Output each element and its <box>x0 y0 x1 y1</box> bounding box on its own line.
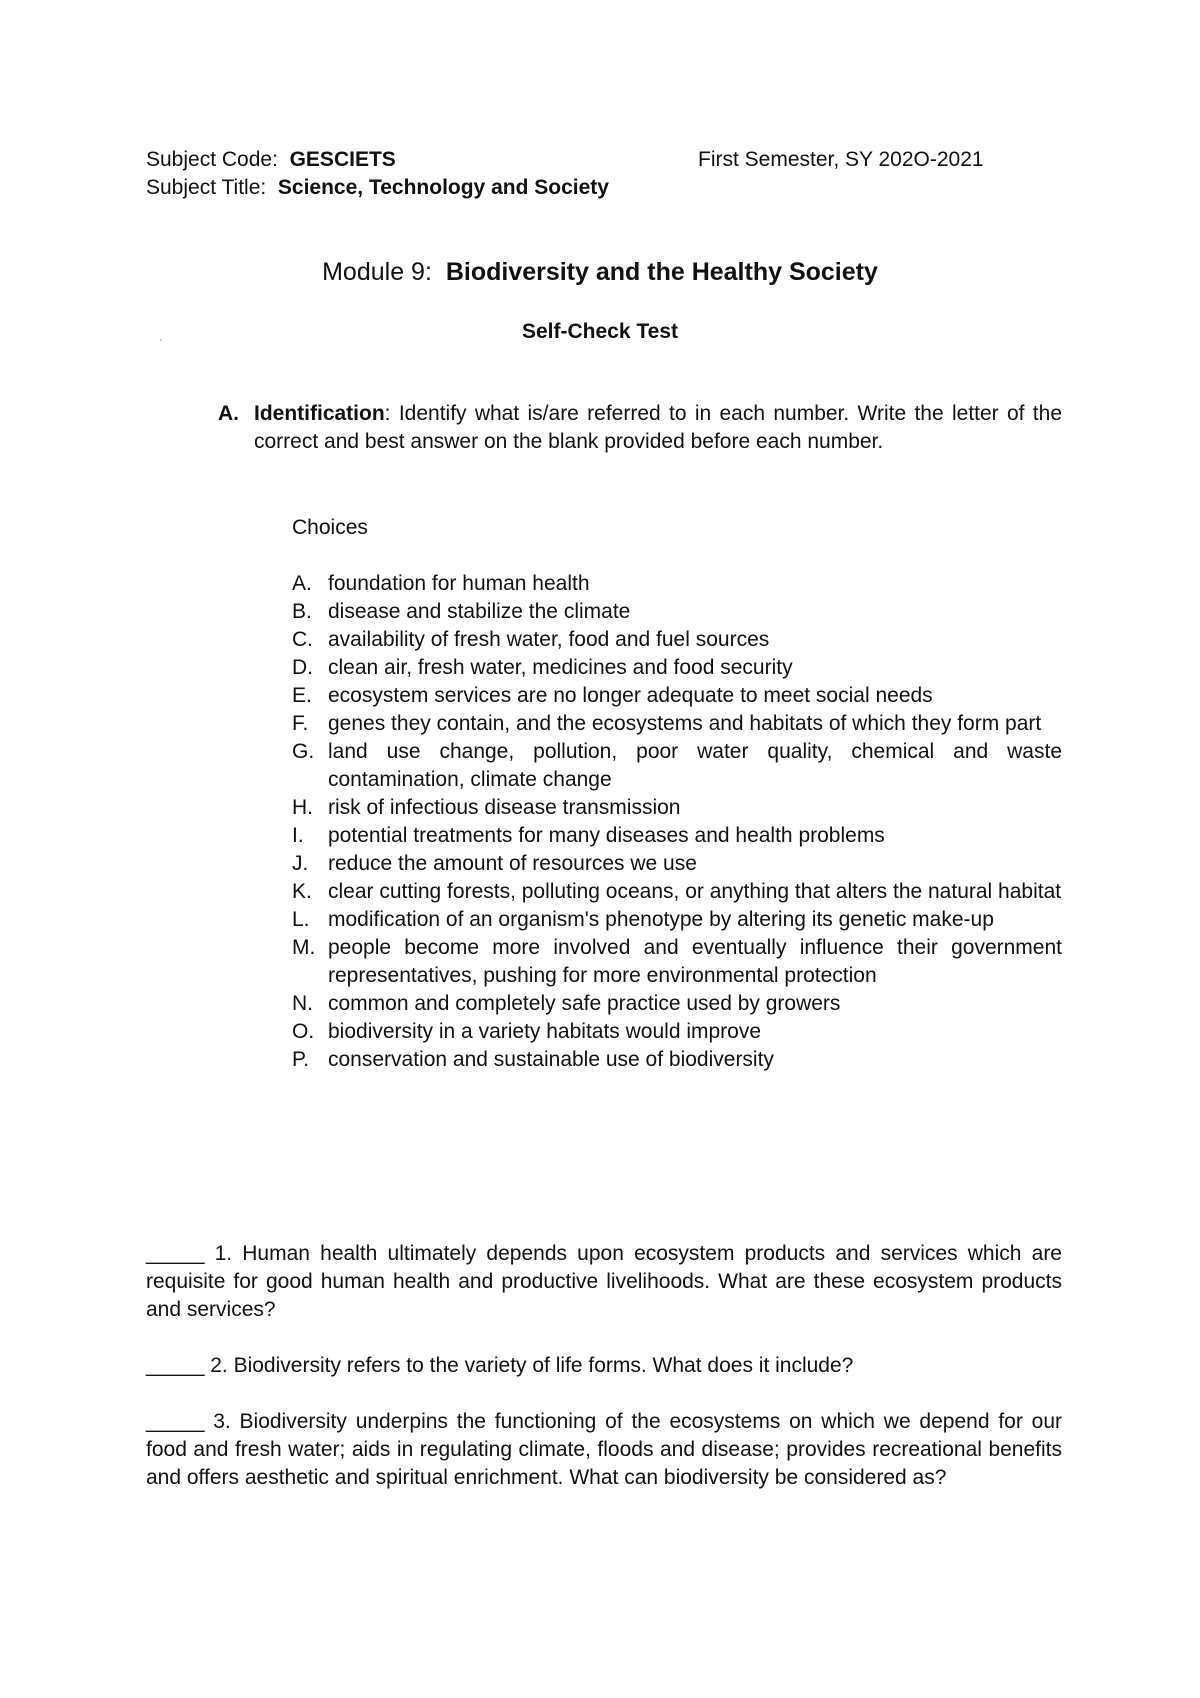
choice-item <box>292 682 1062 710</box>
module-prefix: Module 9: <box>322 258 432 286</box>
choices-list <box>292 570 1062 1074</box>
choice-letter: D. <box>292 656 313 679</box>
choice-item <box>292 710 1062 738</box>
choice-letter: F. <box>292 712 309 735</box>
choice-item <box>292 626 1062 654</box>
choice-item <box>292 878 1062 906</box>
choice-item <box>292 1046 1062 1074</box>
choice-letter: G. <box>292 740 315 763</box>
choice-text: clean air, fresh water, medicines and food security <box>328 656 793 679</box>
choice-text: modification of an organism's phenotype by altering its genetic make-up <box>328 908 994 931</box>
choice-item <box>292 822 1062 850</box>
choice-letter: O. <box>292 1020 315 1043</box>
subject-code-value: GESCIETS <box>289 148 396 171</box>
subject-code-line <box>146 146 396 174</box>
choice-letter: L. <box>292 908 310 931</box>
subject-title-value: Science, Technology and Society <box>277 176 609 199</box>
choice-letter: B. <box>292 600 312 623</box>
choice-item <box>292 654 1062 682</box>
choice-item <box>292 906 1062 934</box>
choice-text: reduce the amount of resources we use <box>328 852 697 875</box>
choice-letter: J. <box>292 852 309 875</box>
subject-title-label: Subject Title: <box>146 176 267 199</box>
choice-letter: E. <box>292 684 312 707</box>
choice-text: common and completely safe practice used by growers <box>328 992 841 1015</box>
choice-item <box>292 794 1062 822</box>
choice-item <box>292 738 1062 794</box>
choice-text: people become more involved and eventually influence their government representatives, pushing for more environmental protection <box>328 936 1062 987</box>
choice-letter: A. <box>292 572 312 595</box>
choice-item <box>292 934 1062 990</box>
section-letter: A. <box>218 402 239 425</box>
choice-item <box>292 990 1062 1018</box>
choice-letter: P. <box>292 1048 310 1071</box>
subject-code-label: Subject Code: <box>146 148 278 171</box>
choice-letter: C. <box>292 628 313 651</box>
stray-mark: ' <box>160 338 162 349</box>
subject-title-line <box>146 174 609 202</box>
choice-text: foundation for human health <box>328 572 590 595</box>
choice-letter: H. <box>292 796 313 819</box>
choice-text: ecosystem services are no longer adequate to meet social needs <box>328 684 933 707</box>
section-heading: Identification <box>254 402 385 425</box>
choice-text: clear cutting forests, polluting oceans, or anything that alters the natural habitat <box>328 880 1062 903</box>
choice-text: conservation and sustainable use of biodiversity <box>328 1048 774 1071</box>
choice-item <box>292 850 1062 878</box>
self-check-heading: Self-Check Test <box>522 320 678 343</box>
choice-letter: M. <box>292 936 316 959</box>
choice-text: genes they contain, and the ecosystems and habitats of which they form part <box>328 712 1042 735</box>
choice-text: biodiversity in a variety habitats would improve <box>328 1020 762 1043</box>
choice-item <box>292 570 1062 598</box>
question-item: _____ 1. Human health ultimately depends upon ecosystem products and services which are requisite for good human health and productive livelihoods. What are these ecosystem products and services? <box>146 1242 1062 1321</box>
choice-text: availability of fresh water, food and fuel sources <box>328 628 770 651</box>
choice-letter: N. <box>292 992 313 1015</box>
question-item: _____ 2. Biodiversity refers to the variety of life forms. What does it include? <box>146 1354 854 1377</box>
choices-heading: Choices <box>292 516 368 539</box>
semester-label: First Semester, SY 202O-2021 <box>698 148 984 171</box>
choice-letter: I. <box>292 824 304 847</box>
section-instructions: : Identify what is/are referred to in each number. Write the letter of the correct and best answer on the blank provided before each number. <box>254 402 1062 453</box>
choice-item <box>292 1018 1062 1046</box>
module-title-text: Biodiversity and the Healthy Society <box>445 258 878 286</box>
question-item: _____ 3. Biodiversity underpins the functioning of the ecosystems on which we depend for our food and fresh water; aids in regulating climate, floods and disease; provides recreational benefits and offers aesthetic and spiritual enrichment. What can biodiversity be considered as? <box>146 1410 1062 1489</box>
module-title <box>0 256 1200 288</box>
choice-text: disease and stabilize the climate <box>328 600 631 623</box>
choice-item <box>292 598 1062 626</box>
choice-letter: K. <box>292 880 312 903</box>
choice-text: risk of infectious disease transmission <box>328 796 681 819</box>
choice-text: potential treatments for many diseases and health problems <box>328 824 885 847</box>
section-a-body <box>254 400 1062 456</box>
questions-list <box>146 1240 1062 1520</box>
choice-text: land use change, pollution, poor water quality, chemical and waste contamination, climate change <box>328 740 1062 791</box>
section-a-instructions <box>218 400 1062 456</box>
